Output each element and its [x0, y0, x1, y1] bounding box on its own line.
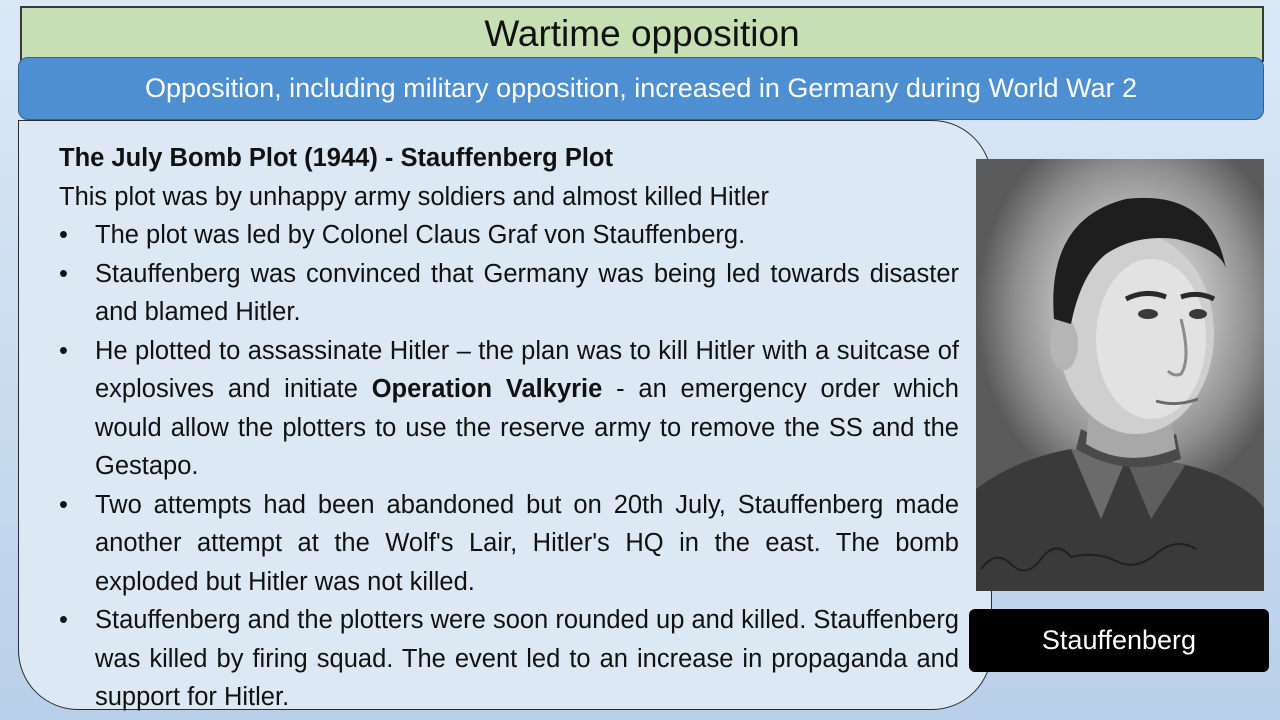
bullet-icon: •	[59, 490, 68, 519]
bullet-icon: •	[59, 336, 68, 365]
list-item	[59, 255, 959, 332]
list-item-text: The plot was led by Colonel Claus Graf von Stauffenberg.	[95, 221, 746, 249]
list-item-text: Stauffenberg and the plotters were soon rounded up and killed. Stauffenberg was killed by firing squad. The event led to an increase in propaganda and support for Hitler.	[95, 606, 959, 711]
plot-heading: The July Bomb Plot (1944) - Stauffenberg Plot	[59, 144, 613, 172]
bullet-icon: •	[59, 259, 68, 288]
list-item	[59, 601, 959, 717]
list-item-text: Two attempts had been abandoned but on 20th July, Stauffenberg made another attempt at the Wolf's Lair, Hitler's HQ in the east. The bomb exploded but Hitler was not killed.	[95, 490, 959, 596]
bullet-icon: •	[59, 221, 68, 249]
list-item	[59, 332, 959, 486]
bullet-list	[59, 216, 959, 717]
operation-valkyrie-term: Operation Valkyrie	[371, 375, 603, 403]
list-item-text-after: - an emergency order which would allow the plotters to use the reserve army to remove the SS and the Gestapo.	[95, 375, 959, 480]
portrait-illustration	[976, 159, 1264, 591]
slide-subtitle: Opposition, including military opposition, increased in Germany during World War 2	[18, 57, 1264, 120]
list-item	[59, 216, 959, 255]
list-item	[59, 486, 959, 602]
content-card	[18, 120, 992, 710]
list-item-text: Stauffenberg was convinced that Germany was being led towards disaster and blamed Hitler.	[95, 259, 959, 326]
slide-title: Wartime opposition	[20, 6, 1264, 62]
portrait-photo	[976, 159, 1264, 591]
bullet-icon: •	[59, 606, 68, 634]
photo-caption: Stauffenberg	[969, 609, 1269, 672]
plot-intro: This plot was by unhappy army soldiers and almost killed Hitler	[59, 182, 770, 211]
list-item-text-before: He plotted to assassinate Hitler – the plan was to kill Hitler with a suitcase of explosives and initiate	[95, 336, 959, 403]
